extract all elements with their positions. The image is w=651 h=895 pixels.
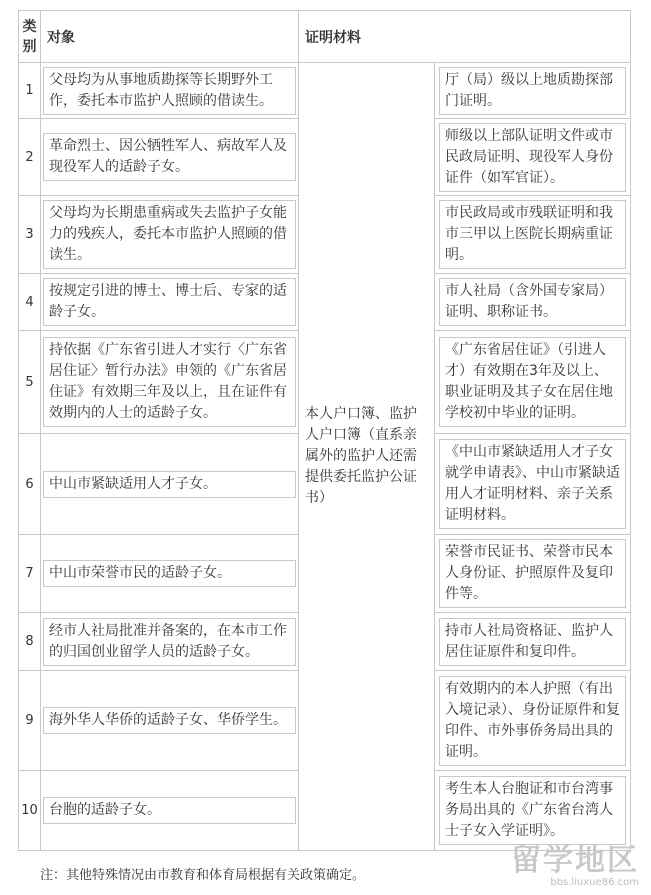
watermark-url: bbs.liuxue86.com (550, 877, 639, 888)
row-number: 5 (19, 331, 41, 434)
row-material-cell (435, 119, 631, 196)
row-object: 按规定引进的博士、博士后、专家的适龄子女。 (43, 278, 296, 326)
footer-note: 注：其他特殊情况由市教育和体育局根据有关政策确定。 (40, 868, 366, 883)
watermark-logo: 留学地区 (511, 843, 639, 878)
row-material-cell (435, 196, 631, 274)
header-materials: 证明材料 (299, 11, 631, 63)
row-material: 市人社局（含外国专家局）证明、职称证书。 (439, 278, 626, 326)
table-header-row (19, 11, 631, 63)
row-number: 1 (19, 63, 41, 119)
row-number: 10 (19, 771, 41, 851)
row-object: 父母均为长期患重病或失去监护子女能力的残疾人，委托本市监护人照顾的借读生。 (43, 200, 296, 269)
row-material: 有效期内的本人护照（有出入境记录）、身份证原件和复印件、市外事侨务局出具的证明。 (439, 676, 626, 766)
row-object-cell (41, 535, 299, 613)
row-material: 师级以上部队证明文件或市民政局证明、现役军人身份证件（如军官证）。 (439, 123, 626, 192)
row-material: 《中山市紧缺适用人才子女就学申请表》、中山市紧缺适用人才证明材料、亲子关系证明材料。 (439, 439, 626, 529)
row-material: 持市人社局资格证、监护人居住证原件和复印件。 (439, 618, 626, 666)
row-number: 9 (19, 671, 41, 771)
row-material-cell (435, 771, 631, 851)
row-material: 考生本人台胞证和市台湾事务局出具的《广东省台湾人士子女入学证明》。 (439, 776, 626, 845)
row-object-cell (41, 331, 299, 434)
row-object-cell (41, 274, 299, 331)
header-category: 类别 (19, 11, 41, 63)
row-object: 中山市紧缺适用人才子女。 (43, 471, 296, 498)
row-object: 海外华人华侨的适龄子女、华侨学生。 (43, 707, 296, 734)
row-number: 7 (19, 535, 41, 613)
row-object: 中山市荣誉市民的适龄子女。 (43, 560, 296, 587)
row-object-cell (41, 434, 299, 535)
row-number: 6 (19, 434, 41, 535)
row-object-cell (41, 119, 299, 196)
row-object: 父母均为从事地质勘探等长期野外工作，委托本市监护人照顾的借读生。 (43, 67, 296, 115)
common-materials: 本人户口簿、监护人户口簿（直系亲属外的监护人还需提供委托监护公证书） (305, 406, 417, 506)
row-material: 《广东省居住证》（引进人才）有效期在3年及以上、职业证明及其子女在居住地学校初中毕业的证明。 (439, 337, 626, 427)
row-material-cell (435, 535, 631, 613)
row-material-cell (435, 274, 631, 331)
admission-table-wrapper (18, 10, 630, 851)
row-object-cell (41, 771, 299, 851)
row-object: 经市人社局批准并备案的，在本市工作的归国创业留学人员的适龄子女。 (43, 618, 296, 666)
row-object: 革命烈士、因公牺牲军人、病故军人及现役军人的适龄子女。 (43, 133, 296, 181)
common-materials-cell (299, 63, 435, 851)
row-material-cell (435, 331, 631, 434)
row-number: 3 (19, 196, 41, 274)
row-material: 市民政局或市残联证明和我市三甲以上医院长期病重证明。 (439, 200, 626, 269)
table-row (19, 63, 631, 119)
row-object: 持依据《广东省引进人才实行〈广东省居住证〉暂行办法》申领的《广东省居住证》有效期三年及以上，且在证件有效期内的人士的适龄子女。 (43, 337, 296, 427)
row-number: 4 (19, 274, 41, 331)
row-object: 台胞的适龄子女。 (43, 797, 296, 824)
row-object-cell (41, 196, 299, 274)
header-object: 对象 (41, 11, 299, 63)
row-material-cell (435, 671, 631, 771)
row-object-cell (41, 671, 299, 771)
row-object-cell (41, 63, 299, 119)
row-object-cell (41, 613, 299, 671)
row-number: 8 (19, 613, 41, 671)
row-material-cell (435, 613, 631, 671)
site-watermark (511, 845, 639, 889)
row-material-cell (435, 63, 631, 119)
row-material-cell (435, 434, 631, 535)
admission-materials-table (18, 10, 631, 851)
row-material: 厅（局）级以上地质勘探部门证明。 (439, 67, 626, 115)
row-material: 荣誉市民证书、荣誉市民本人身份证、护照原件及复印件等。 (439, 539, 626, 608)
row-number: 2 (19, 119, 41, 196)
